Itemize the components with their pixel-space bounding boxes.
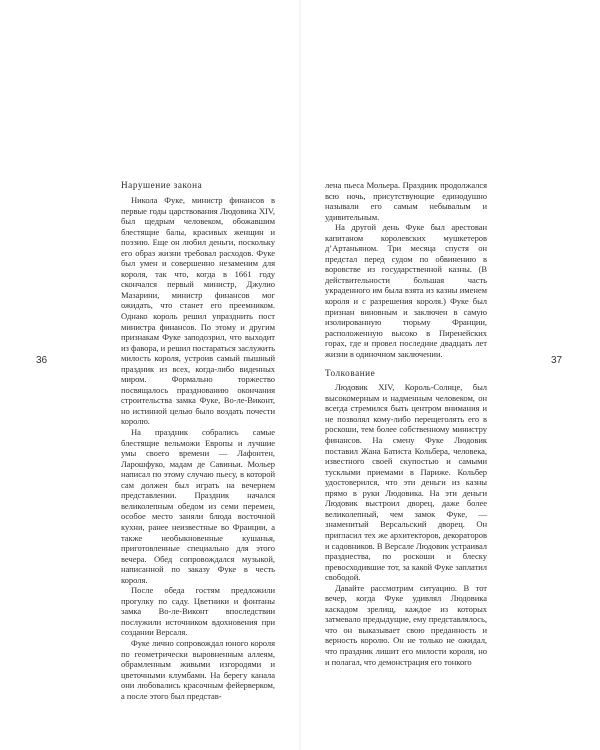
section-heading: Толкование	[325, 368, 376, 379]
right-text-column	[325, 180, 487, 667]
paragraph: Давайте рассмотрим ситуацию. В тот вечер, когда Фуке удивлял Людовика каскадом зрелищ, каждое из которых затмевало предыдущие, ему представлялось, что он выказывает свою преданность и верность королю. Он не только не ожидал, что праздник лишит его милости короля, но и полагал, что демонстрация его тонкого	[325, 582, 487, 667]
page-number-left: 36	[36, 355, 48, 366]
paragraph-continuation: лена пьеса Мольера. Праздник продолжался всю ночь, присутствующие единодушно называли его самым небывалым и удивительным.	[325, 180, 487, 222]
section-heading: Нарушение закона	[121, 180, 203, 190]
page-number-right: 37	[551, 355, 563, 366]
paragraph: На праздник собрались самые блестящие вельможи Европы и лучшие умы своего времени — Лафонтен, Ларошфуко, мадам де Савиньи. Мольер написал по этому случаю пьесу, в которой сам должен был играть на вечернем представлении. Праздник начался великолепным обедом из семи перемен, особое место заняли блюда восточной кухни, ранее неизвестные во Франции, а также необыкновенные кушанья, приготовленные специально для этого вечера. Обед сопровождался музыкой, написанной по заказу Фуке в честь короля.	[121, 427, 275, 585]
paragraph: На другой день Фуке был арестован капитаном королевских мушкетеров д’Артаньяном. Три месяца спустя он предстал перед судом по обвинению в воровстве из государственной казны. (В действительности большая часть украденного им была взята из казны именем короля и с разрешения короля.) Фуке был признан виновным и заключен в самую изолированную тюрьму Франции, расположенную высоко в Пиренейских горах, где и провел последние двадцать лет жизни в одиночном заключении.	[325, 222, 487, 359]
left-text-column	[121, 180, 275, 701]
paragraph: Никола Фуке, министр финансов в первые годы царствования Людовика XIV, был щедрым человеком, обожавшим блестящие балы, красивых женщин и поэзию. Еще он любил деньги, поскольку его образ жизни требовал расходов. Фуке был умен и совершенно незаменим для короля, так что, когда в 1661 году скончался первый министр, Джулио Мазарини, министр финансов мог ожидать, что станет его преемником. Однако король решил упразднить пост министра финансов. По этому и другим признакам Фуке заподозрил, что выходит из фавора, и решил постараться заслужить милость короля, устроив самый пышный праздник из всех, когда-либо виденных миром. Формально торжество посвящалось празднованию окончания строительства замка Фуке, Во-ле-Виконт, но истинной целью было воздать почести королю.	[121, 195, 275, 427]
paragraph: После обеда гостям предложили прогулку по саду. Цветники и фонтаны замка Во-ле-Виконт впоследствии послужили источником вдохновения при создании Версаля.	[121, 585, 275, 638]
paragraph: Фуке лично сопровождал юного короля по геометрически выровненным аллеям, обрамленным живыми изгородями и цветочными клумбами. На берегу канала они любовались красочным фейерверком, а после этого был представ-	[121, 637, 275, 701]
paragraph: Людовик XIV, Король-Солнце, был высокомерным и надменным человеком, он всегда стремился быть центром внимания и не позволял кому-либо перещеголять его в роскоши, тем более собственному министру финансов. На смену Фуке Людовик поставил Жана Батиста Кольбера, человека, известного своей скупостью и самыми тусклыми приемами в Париже. Кольбер удостоверился, что эти деньги из казны прямо в руки Людовика. На эти деньги Людовик выстроил дворец, даже более великолепный, чем замок Фуке, — знаменитый Версальский дворец. Он пригласил тех же архитекторов, декораторов и садовников. В Версале Людовик устраивал празднества, по роскоши и блеску превосходившие тот, за какой Фуке заплатил свободой.	[325, 382, 487, 583]
